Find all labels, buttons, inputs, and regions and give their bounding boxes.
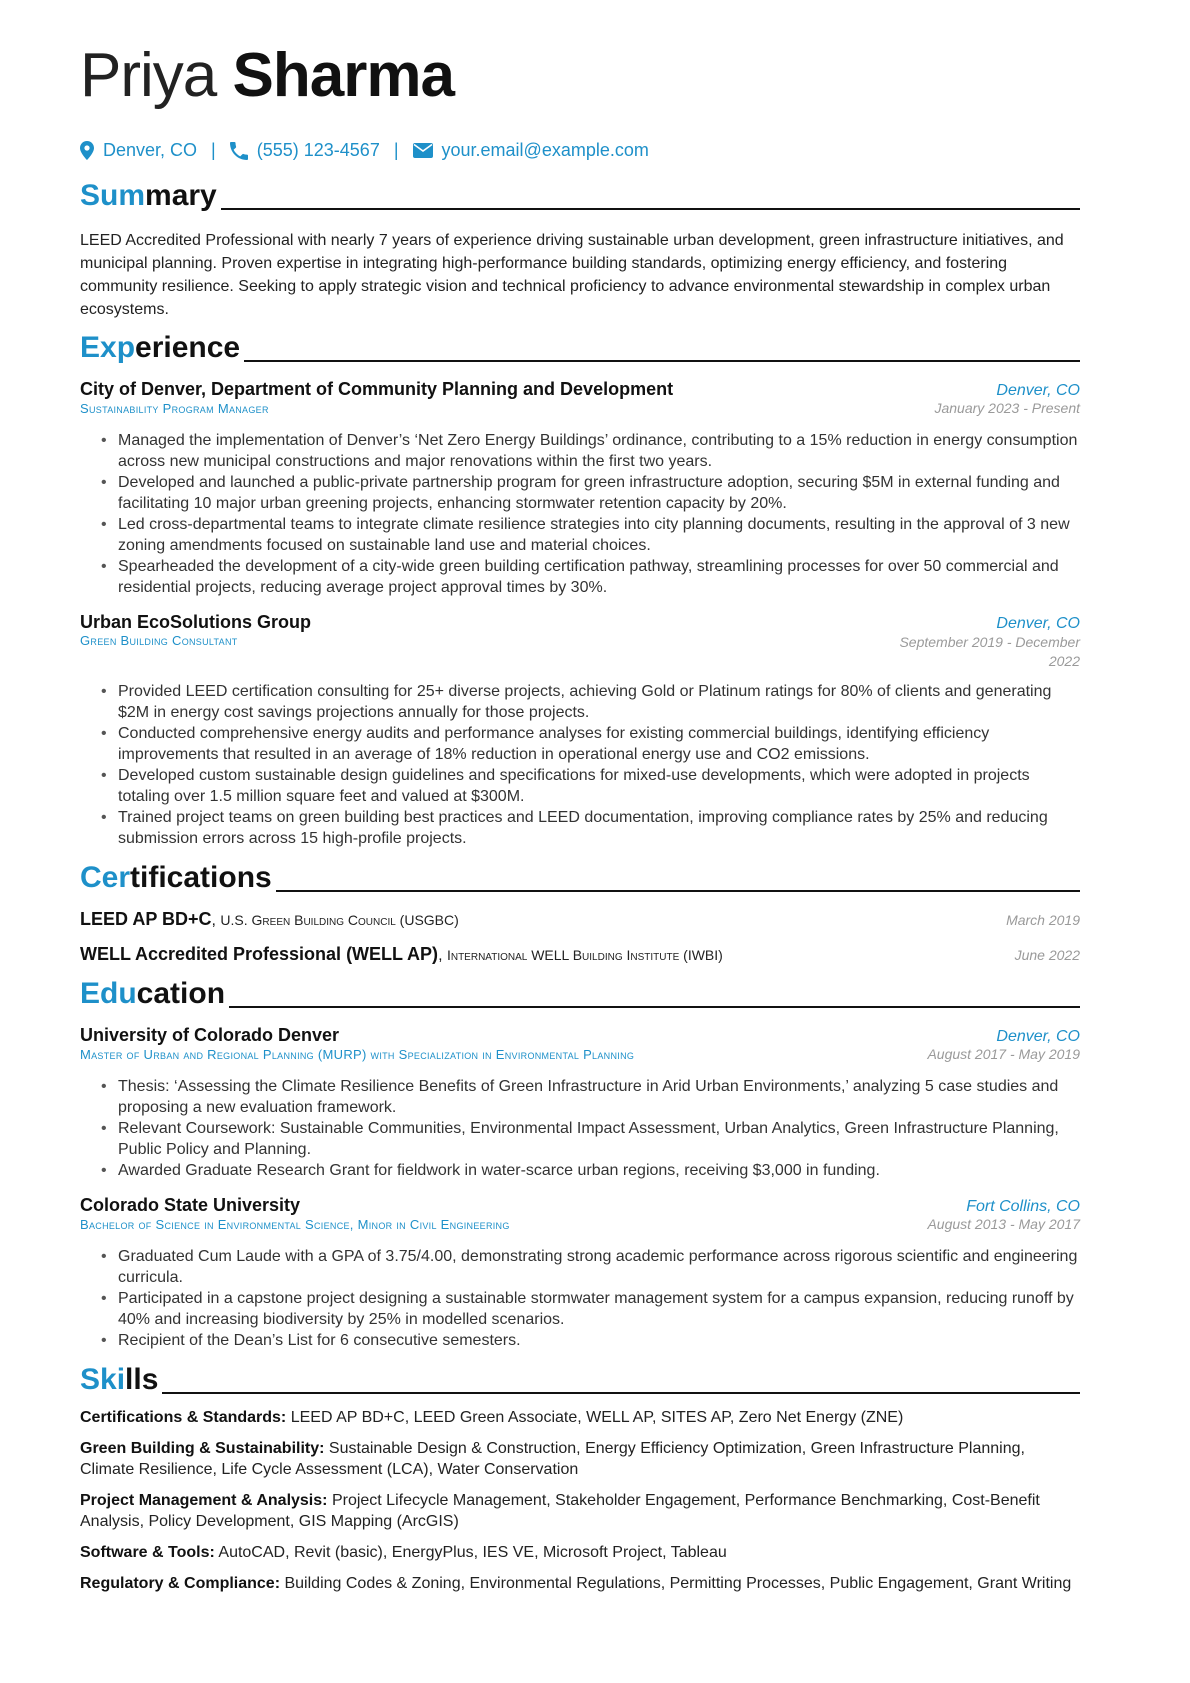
skill-line [80, 1573, 1080, 1594]
section-rule [244, 360, 1080, 362]
bullet-item: • Relevant Coursework: Sustainable Communities, Environmental Impact Assessment, Urban Analytics, Green Infrastructure Planning, Public Policy and Planning. [118, 1118, 1080, 1160]
section-rule [276, 890, 1080, 892]
job-dates: January 2023 - Present [934, 400, 1080, 416]
skill-value: Building Codes & Zoning, Environmental Regulations, Permitting Processes, Public Engagement, Grant Writing [284, 1575, 1072, 1592]
certification-item: LEED AP BD+C, U.S. Green Building Council (USGBC) March 2019 [80, 909, 1080, 929]
skill-value: LEED AP BD+C, LEED Green Associate, WELL AP, SITES AP, Zero Net Energy (ZNE) [290, 1409, 904, 1426]
section-rule [162, 1392, 1080, 1394]
school-location: Denver, CO [996, 1028, 1080, 1045]
skill-line [80, 1407, 1080, 1428]
skill-label: Software & Tools: [80, 1544, 215, 1561]
skill-value: Project Lifecycle Management, Stakeholder Engagement, Performance Benchmarking, Cost-Benefit Analysis, Policy Development, GIS Mapping (ArcGIS) [80, 1492, 1040, 1530]
summary-text: LEED Accredited Professional with nearly 7 years of experience driving sustainable urban development, green infrastructure initiatives, and municipal planning. Proven expertise in integrating high-performance building standards, optimizing energy efficiency, and fostering community resilience. Seeking to apply strategic vision and technical proficiency to advance environmental stewardship in complex urban ecosystems. [80, 232, 1064, 318]
section-title: Experience [80, 331, 241, 364]
skill-value: Sustainable Design & Construction, Energy Efficiency Optimization, Green Infrastructure Planning, Climate Resilience, Life Cycle Assessment (LCA), Water Conservation [80, 1440, 1025, 1478]
certification-date: March 2019 [1006, 912, 1080, 928]
section-title: Certifications [80, 861, 272, 894]
certification-date: June 2022 [1014, 947, 1080, 963]
education-bullets [80, 1076, 1080, 1181]
education-bullets [80, 1246, 1080, 1351]
skill-line [80, 1438, 1080, 1480]
contact-separator: | [211, 140, 216, 160]
certifications-heading [80, 861, 1080, 895]
bullet-item: • Led cross-departmental teams to integrate climate resilience strategies into city planning documents, resulting in the approval of 3 new zoning amendments focused on sustainable land use and material choices. [118, 514, 1080, 556]
section-title: Education [80, 977, 226, 1010]
bullet-item: • Awarded Graduate Research Grant for fieldwork in water-scarce urban regions, receiving $3,000 in funding. [118, 1160, 1080, 1181]
certification-item: WELL Accredited Professional (WELL AP), International WELL Building Institute (IWBI) June 2022 [80, 944, 1080, 964]
degree: Master of Urban and Regional Planning (MURP) with Specialization in Environmental Planning [80, 1047, 635, 1062]
skill-line [80, 1542, 1080, 1563]
bullet-item: • Trained project teams on green building best practices and LEED documentation, improving compliance rates by 25% and reducing submission errors across 15 high-profile projects. [118, 807, 1080, 849]
bullet-item: • Participated in a capstone project designing a sustainable stormwater management system for a campus expansion, reducing runoff by 40% and increasing biodiversity by 25% in modelled scenarios. [118, 1288, 1080, 1330]
envelope-icon [413, 143, 433, 158]
location-text: Denver, CO [103, 140, 198, 160]
job-dates: September 2019 - December 2022 [899, 634, 1080, 669]
contact-bar [80, 140, 1080, 161]
employer-name: City of Denver, Department of Community Planning and Development [80, 379, 674, 399]
section-rule [229, 1006, 1080, 1008]
first-name: Priya [80, 41, 217, 110]
section-title: Skills [80, 1363, 159, 1396]
bullet-item: • Graduated Cum Laude with a GPA of 3.75/4.00, demonstrating strong academic performance across rigorous scientific and engineering curricula. [118, 1246, 1080, 1288]
education-entry [80, 1025, 1080, 1181]
bullet-item: • Recipient of the Dean’s List for 6 consecutive semesters. [118, 1330, 1080, 1351]
skill-label: Project Management & Analysis: [80, 1492, 328, 1509]
bullet-item: • Developed and launched a public-private partnership program for green infrastructure adoption, securing $5M in external funding and facilitating 10 major urban greening projects, enhancing stormwater retention capacity by 20%. [118, 472, 1080, 514]
section-title: Summary [80, 179, 217, 212]
contact-separator: | [393, 140, 399, 160]
summary-heading [80, 179, 1080, 213]
degree: Bachelor of Science in Environmental Science, Minor in Civil Engineering [80, 1217, 510, 1232]
bullet-item: • Developed custom sustainable design guidelines and specifications for mixed-use developments, which were adopted in projects totaling over 1.5 million square feet and valued at $300M. [118, 765, 1080, 807]
bullet-item: • Managed the implementation of Denver’s ‘Net Zero Energy Buildings’ ordinance, contributing to a 15% reduction in energy consumption across new municipal constructions and major renovations within the first two years. [118, 430, 1080, 472]
skills-heading [80, 1363, 1080, 1397]
education-dates: August 2013 - May 2017 [927, 1216, 1080, 1232]
job-location: Denver, CO [996, 382, 1080, 399]
map-marker-icon [80, 141, 94, 160]
skill-line [80, 1490, 1080, 1532]
certification-name: LEED AP BD+C [80, 909, 212, 929]
certification-issuer: International WELL Building Institute (IWBI) [446, 947, 723, 963]
education-dates: August 2017 - May 2019 [927, 1046, 1080, 1062]
bullet-item: • Spearheaded the development of a city-wide green building certification pathway, streamlining processes for over 50 commercial and residential projects, reducing average project approval times by 30%. [118, 556, 1080, 598]
education-heading [80, 977, 1080, 1011]
job-bullets [80, 430, 1080, 598]
bullet-item: • Conducted comprehensive energy audits and performance analyses for existing commercial buildings, identifying efficiency improvements that resulted in an average of 18% reduction in operational energy use and CO2 emissions. [118, 723, 1080, 765]
experience-heading [80, 331, 1080, 365]
experience-entry [80, 379, 1080, 598]
certification-issuer: U.S. Green Building Council (USGBC) [220, 912, 459, 928]
certification-name: WELL Accredited Professional (WELL AP) [80, 944, 439, 964]
section-rule [221, 208, 1080, 210]
phone-text: (555) 123-4567 [256, 140, 380, 160]
job-location: Denver, CO [996, 615, 1080, 632]
school-location: Fort Collins, CO [966, 1198, 1080, 1215]
contact-location [80, 140, 197, 161]
skill-label: Green Building & Sustainability: [80, 1440, 325, 1457]
contact-email[interactable] [413, 140, 649, 161]
education-entry [80, 1195, 1080, 1351]
experience-entry [80, 612, 1080, 849]
last-name: Sharma [232, 41, 454, 110]
school-name: Colorado State University [80, 1195, 301, 1215]
skill-value: AutoCAD, Revit (basic), EnergyPlus, IES VE, Microsoft Project, Tableau [218, 1544, 727, 1561]
candidate-name [80, 40, 1080, 112]
contact-phone[interactable] [230, 140, 380, 161]
bullet-item: • Provided LEED certification consulting for 25+ diverse projects, achieving Gold or Platinum ratings for 80% of clients and generating $2M in energy cost savings projections annually for those projects. [118, 681, 1080, 723]
skill-label: Certifications & Standards: [80, 1409, 287, 1426]
school-name: University of Colorado Denver [80, 1025, 340, 1045]
bullet-item: • Thesis: ‘Assessing the Climate Resilience Benefits of Green Infrastructure in Arid Urban Environments,’ analyzing 5 case studies and proposing a new evaluation framework. [118, 1076, 1080, 1118]
email-link[interactable]: your.email@example.com [441, 140, 649, 160]
job-title: Sustainability Program Manager [80, 401, 269, 416]
job-bullets [80, 681, 1080, 849]
employer-name: Urban EcoSolutions Group [80, 612, 312, 632]
phone-icon [230, 142, 248, 160]
skill-label: Regulatory & Compliance: [80, 1575, 281, 1592]
job-title: Green Building Consultant [80, 633, 238, 648]
